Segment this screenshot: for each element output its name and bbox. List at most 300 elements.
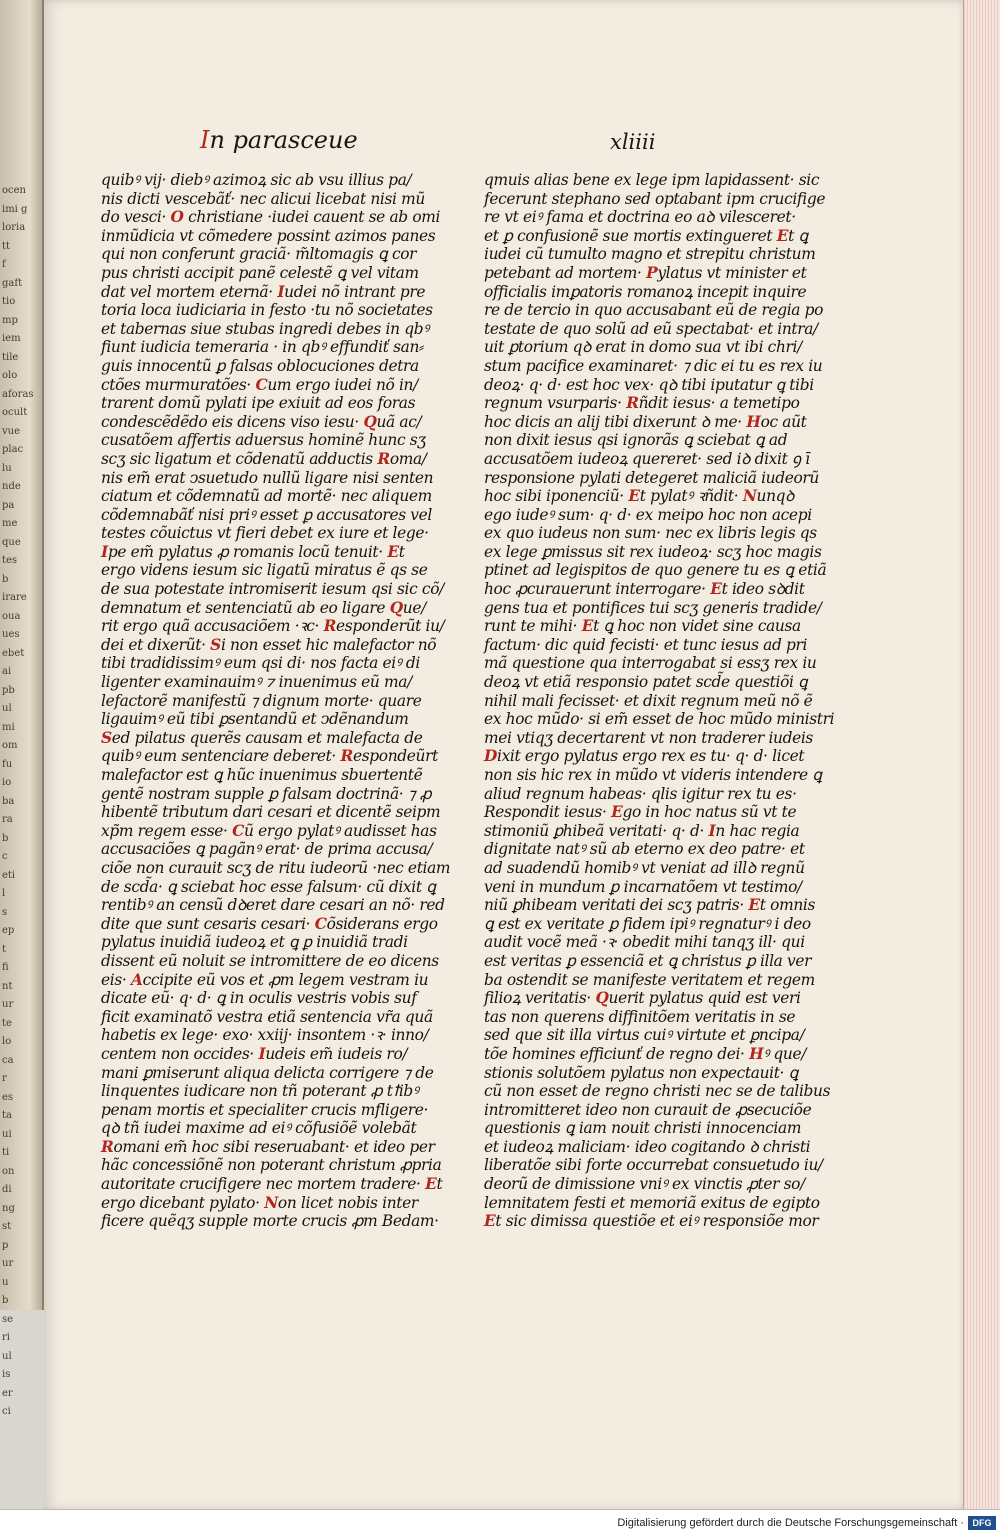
facing-page-fragment: ng (2, 1202, 15, 1214)
text-line (484, 933, 836, 952)
facing-page-fragment: ai (2, 666, 12, 677)
text-segment: t omnis (759, 896, 816, 915)
text-segment: iudei cũ tumulto magno et strepitu christum (484, 245, 816, 264)
text-segment: dicate eũ· q· d· ꝗ in oculis vestris vobis suf (101, 989, 417, 1008)
rubricated-initial: Q (595, 989, 609, 1008)
text-segment: mei vtiqʒ decertarent vt non traderer iudeis (484, 728, 813, 747)
text-segment: regnum vsurparis· (484, 394, 627, 413)
text-line (484, 580, 836, 599)
rubricated-initial: R (377, 449, 390, 468)
text-line (101, 896, 446, 915)
facing-page-fragment: imi g (2, 203, 28, 215)
text-segment: dat vel mortem eternã· (101, 282, 278, 301)
text-line (484, 1175, 836, 1194)
text-segment: go in hoc natus sũ vt te (622, 803, 797, 822)
text-line (484, 989, 836, 1008)
text-segment: hoc sibi iponenciũ· (484, 487, 629, 506)
text-segment: uã ac/ (376, 412, 422, 431)
text-line (484, 1101, 836, 1120)
text-segment: t ꝗ hoc non videt sine causa (593, 617, 801, 636)
text-line (484, 357, 836, 376)
text-segment: trarent domũ pylati ipe exiuit ad eos foras (101, 394, 416, 413)
text-line (101, 636, 446, 655)
text-line (101, 673, 446, 692)
rubricated-initial: Q (389, 598, 403, 617)
text-segment: ex quo iudeus non sum· nec ex libris legis qs (484, 524, 817, 543)
text-line (101, 338, 446, 357)
text-segment: factum· dic quid fecisti· et tunc iesus ad pri (484, 635, 808, 654)
text-segment: mã questione qua interrogabat si essʒ rex iu (484, 654, 817, 673)
facing-page-edge (0, 0, 44, 1417)
text-segment: hãc concessiõnẽ non poterant christum ꝓpria (101, 1156, 442, 1175)
facing-page-fragment: irare (2, 592, 27, 603)
text-segment: condescẽdẽdo eis dicens viso iesu· (101, 412, 364, 431)
running-title-initial: I (200, 126, 210, 154)
text-segment: testate de quo solũ ad eũ spectabat· et intra/ (484, 319, 818, 338)
rubricated-initial: E (710, 580, 722, 599)
text-line (484, 654, 836, 673)
text-line (101, 1101, 446, 1120)
text-line (101, 785, 446, 804)
facing-page-fragment: di (2, 1184, 12, 1195)
text-line (484, 524, 836, 543)
text-segment: ñdit iesus· a temetipo (638, 394, 800, 413)
text-line (484, 227, 836, 246)
text-line (484, 543, 836, 562)
text-line (101, 971, 446, 990)
text-segment: demnatum et sentenciatũ ab eo ligare (101, 598, 390, 617)
facing-page-fragment: ur (2, 999, 14, 1010)
text-segment: udei nõ intrant pre (284, 282, 426, 301)
facing-page-fragment: fu (2, 758, 13, 770)
text-segment: testes cõuictus vt fieri debet ex iure et lege· (101, 524, 429, 543)
text-segment: qꝺ tñ iudei maxime ad eiꝰ cõfusiõẽ volebãt (101, 1119, 417, 1138)
text-segment: stimoniũ ꝑhibeã veritati· q· d· (484, 821, 709, 840)
facing-page-fragment: plac (2, 444, 24, 455)
facing-page-fragment: b (2, 832, 9, 844)
text-line (484, 506, 836, 525)
text-line (484, 469, 836, 488)
rubricated-initial: E (425, 1175, 437, 1194)
text-column-left (101, 171, 451, 1231)
text-segment: ctões murmuratões· (101, 375, 256, 394)
text-line (484, 450, 836, 469)
text-segment: xp̃m regem esse· (101, 821, 233, 840)
text-line (101, 264, 446, 283)
facing-page-fragment: c (2, 851, 8, 862)
facing-page-fragment: s (2, 906, 8, 918)
text-line (101, 989, 446, 1008)
text-segment: on licet nobis inter (277, 1193, 418, 1212)
facing-page-fragment: tt (2, 240, 11, 252)
facing-page-fragment: u (2, 1276, 9, 1288)
facing-page-fragment: se (2, 1313, 14, 1325)
text-segment: ylatus vt minister et (657, 263, 807, 282)
text-line (484, 617, 836, 636)
text-segment: autoritate crucifigere nec mortem tradere· (101, 1175, 426, 1194)
text-line (101, 506, 446, 525)
text-line (101, 227, 446, 246)
facing-page-fragment: ul (2, 1350, 12, 1362)
text-segment: ed pilatus querẽs causam et malefacta de (111, 728, 423, 747)
text-segment: tas non querens diffinitõem veritatis in se (484, 1007, 796, 1026)
rubricated-initial: E (611, 803, 623, 822)
text-line (101, 617, 446, 636)
rubricated-initial: E (484, 1212, 496, 1231)
text-segment: questionis ꝗ iam nouit christi innocenciam (484, 1119, 802, 1138)
running-title (200, 126, 358, 154)
rubricated-initial: S (101, 728, 112, 747)
text-line (101, 729, 446, 748)
facing-page-fragment: nde (2, 481, 21, 492)
facing-page-fragment: loria (2, 222, 26, 233)
text-segment: ue/ (402, 598, 426, 617)
rubricated-initial: Q (363, 412, 377, 431)
text-line (101, 561, 446, 580)
text-segment: i non esset hic malefactor nõ (220, 635, 437, 654)
rubricated-initial: E (628, 487, 640, 506)
text-segment: qui non conferunt graciã· m̃ltomagis ꝗ cor (101, 245, 417, 264)
text-segment: centem non occides· (101, 1044, 259, 1063)
text-segment: dissent eũ noluit se intromittere de eo dicens (101, 951, 439, 970)
text-segment: intromitteret ideo non curauit de ꝓsecuciõe (484, 1100, 812, 1119)
text-segment: dei et dixerũt· (101, 635, 211, 654)
text-line (101, 747, 446, 766)
text-segment: hoc dicis an alij tibi dixerunt ꝺ me· (484, 412, 747, 431)
text-line (101, 1119, 446, 1138)
text-segment: inmũdicia vt cõmedere possint azimos panes (101, 226, 436, 245)
facing-page-fragment: nt (2, 980, 13, 992)
text-segment: et ꝑ confusionẽ sue mortis extingueret (484, 226, 777, 245)
text-line (101, 710, 446, 729)
text-line (484, 338, 836, 357)
text-line (484, 1064, 836, 1083)
text-line (101, 245, 446, 264)
facing-page-fragment: ci (2, 1406, 11, 1417)
text-line (484, 171, 836, 190)
text-segment: unqꝺ (756, 487, 795, 506)
facing-page-fragment: aforas (2, 388, 34, 400)
dfg-logo-icon: DFG (968, 1516, 996, 1530)
text-line (484, 747, 836, 766)
text-line (484, 915, 836, 934)
text-segment: ꝗ est ex veritate ꝑ fidem ipiꝰ regnaturꝰ i deo (484, 914, 811, 933)
facing-page-fragment: tile (2, 351, 19, 363)
rubricated-initial: E (748, 896, 760, 915)
facing-page-fragment: gaft (2, 277, 23, 289)
text-column-right (484, 171, 836, 1231)
rubricated-initial: R (626, 394, 639, 413)
text-line (101, 1008, 446, 1027)
facing-page-fragment: ur (2, 1258, 14, 1269)
rubricated-initial: C (232, 821, 245, 840)
text-segment: petebant ad mortem· (484, 263, 647, 282)
text-segment: hoc ꝓcurauerunt interrogare· (484, 580, 711, 599)
text-segment: gens tua et pontifices tui scʒ generis tradide/ (484, 598, 822, 617)
facing-page-fragment: te (2, 1017, 12, 1029)
facing-page-fragment: is (2, 1369, 11, 1380)
rubricated-initial: R (323, 617, 337, 636)
text-line (101, 840, 446, 859)
facing-page-fragment: f (2, 259, 6, 270)
text-line (101, 487, 446, 506)
text-segment: fecerunt stephano sed optabant ipm crucifige (484, 189, 826, 208)
rubricated-initial: I (277, 282, 285, 301)
text-line (101, 1138, 446, 1157)
text-segment: veni in mundum ꝑ incarnatõem vt testimo/ (484, 877, 802, 896)
text-line (484, 245, 836, 264)
text-line (101, 1045, 446, 1064)
rubricated-initial: H (749, 1044, 764, 1063)
text-line (484, 971, 836, 990)
text-segment: t pylatꝰ ꝛñdit· (639, 487, 743, 506)
text-segment: stum pacifice examinaret· ⁊ dic ei tu es rex iu (484, 356, 823, 375)
text-segment: ligenter examinauimꝰ ⁊ inuenimus eũ ma/ (101, 673, 412, 692)
text-line (484, 710, 836, 729)
facing-page-fragment: ra (2, 814, 13, 825)
facing-page-fragment: ocult (2, 407, 28, 418)
text-segment: est veritas ꝑ essenciã et ꝗ christus ꝑ illa ver (484, 951, 812, 970)
text-line (101, 878, 446, 897)
text-line (484, 561, 836, 580)
facing-page-fragment: om (2, 740, 18, 751)
facing-page-text (2, 182, 34, 1422)
text-line (484, 1138, 836, 1157)
text-segment: liberatõe sibi forte occurrebat consuetudo iu/ (484, 1156, 823, 1175)
text-line (101, 1175, 446, 1194)
text-line (484, 1045, 836, 1064)
facing-page-fragment: es (2, 1091, 14, 1103)
text-line (484, 431, 836, 450)
text-segment: hibentẽ tributum dari cesari et dicentẽ seipm (101, 803, 441, 822)
text-line (484, 1082, 836, 1101)
text-segment: officialis imꝑatoris romanoꝝ incepit inquire (484, 282, 807, 301)
facing-page-fragment: lu (2, 462, 12, 474)
text-segment: fiunt iudicia temeraria · in qbꝰ effundiť san⸗ (101, 338, 424, 357)
facing-page-fragment: ocen (2, 185, 26, 196)
text-segment: rit ergo quã accusaciõem ·ꝛc· (101, 617, 324, 636)
facing-page-fragment: que (2, 536, 21, 548)
facing-page-fragment: ues (2, 629, 20, 640)
facing-page-fragment: on (2, 1165, 15, 1177)
text-segment: uerit pylatus quid est veri (608, 989, 801, 1008)
text-line (101, 580, 446, 599)
rubricated-initial: N (742, 487, 757, 506)
text-segment: tõe homines efficiunť de regno dei· (484, 1044, 750, 1063)
text-segment: um ergo iudei nõ in/ (267, 375, 418, 394)
facing-page-fragment: ta (2, 1110, 12, 1121)
running-title-text: n parasceue (209, 126, 358, 154)
facing-page-fragment: lo (2, 1036, 12, 1047)
text-segment: lefactorẽ manifestũ ⁊ dignum morte· quare (101, 691, 422, 710)
text-line (484, 785, 836, 804)
facing-page-fragment: io (2, 777, 12, 788)
text-line (101, 1082, 446, 1101)
facing-page-fragment: olo (2, 370, 18, 381)
text-line (484, 190, 836, 209)
digitization-footer (0, 1509, 1000, 1534)
text-line (484, 320, 836, 339)
text-segment: quibꝰ vij· diebꝰ azimoꝝ sic ab vsu illius pa/ (101, 171, 412, 189)
rubricated-initial: I (708, 821, 716, 840)
text-line (101, 376, 446, 395)
text-segment: Bedam· (381, 1212, 439, 1231)
rubricated-initial: H (746, 412, 761, 431)
text-segment: filioꝝ veritatis· (484, 989, 596, 1008)
text-line (101, 766, 446, 785)
text-segment: n hac regia (715, 821, 800, 840)
facing-page-fragment: er (2, 1387, 13, 1399)
text-line (101, 933, 446, 952)
text-segment: de scd̃a· ꝗ sciebat hoc esse falsum· cũ dixit ꝗ (101, 877, 436, 896)
rubricated-initial: E (776, 226, 789, 245)
text-line (101, 599, 446, 618)
rubricated-initial: I (258, 1044, 266, 1063)
text-segment: accusatõem iudeoꝝ quereret· sed iꝺ dixit ꝯ ī (484, 449, 810, 468)
text-segment: nihil mali fecisset· et dixit regnum meũ nõ ẽ (484, 691, 813, 710)
text-segment: ptinet ad legispitos de quo genere tu es ꝗ etiã (484, 561, 827, 580)
rubricated-initial: C (255, 375, 268, 394)
text-segment: esponderũt iu/ (336, 617, 445, 636)
facing-page-fragment: ebet (2, 647, 25, 659)
text-segment: tibi tradidissimꝰ eum qsi di· nos facta eiꝰ di (101, 654, 420, 673)
text-segment: cũ non esset de regno christi nec se de talibus (484, 1082, 831, 1101)
rubricated-initial: R (101, 1137, 114, 1156)
text-line (484, 487, 836, 506)
text-segment: deorũ de dimissione vniꝰ ex vinctis ꝓter so/ (484, 1175, 805, 1194)
facing-page-fragment: p (2, 1239, 9, 1251)
facing-page-fragment: mp (2, 314, 18, 326)
text-line (101, 1194, 446, 1213)
facing-page-fragment: ri (2, 1332, 10, 1343)
text-segment: audit vocẽ meã ·ꝛ· obedit mihi tanqʒ ill· qui (484, 933, 805, 952)
facing-page-fragment: b (2, 1295, 9, 1306)
text-line (484, 1156, 836, 1175)
text-segment: eis· (101, 970, 131, 989)
page-fore-edge (963, 0, 1000, 1510)
text-segment: re de tercio in quo accusabant eũ de regia po (484, 301, 824, 320)
facing-page-fragment: oua (2, 610, 21, 622)
facing-page-fragment: mi (2, 721, 15, 733)
text-line (101, 413, 446, 432)
text-segment: runt te mihi· (484, 617, 582, 636)
facing-page-fragment: b (2, 573, 9, 585)
rubricated-initial: R (340, 747, 353, 766)
facing-page-fragment: ep (2, 925, 15, 936)
text-segment: de sua potestate intromiserit iesum qsi sic cõ/ (101, 580, 444, 599)
text-line (101, 952, 446, 971)
text-line (101, 803, 446, 822)
rubricated-initial: E (387, 542, 399, 561)
rubricated-initial: N (264, 1193, 278, 1212)
text-line (484, 673, 836, 692)
text-segment: aliud regnum habeas· qlis igitur rex tu es· (484, 784, 797, 803)
text-segment: responsione pylati detegeret maliciã iudeorũ (484, 468, 819, 487)
rubricated-initial: A (130, 970, 143, 989)
text-line (101, 357, 446, 376)
text-segment: cõdemnabãť nisi priꝰ esset ꝑ accusatores vel (101, 505, 432, 524)
text-segment: ego iudeꝰ sum· q· d· ex meipo hoc non acepi (484, 505, 812, 524)
facing-page-fragment: l (2, 888, 6, 899)
text-segment: ficit examinatõ vestra etiã sentencia vr̃a quã (101, 1007, 433, 1026)
text-segment: t (398, 542, 405, 561)
text-segment: ad suadendũ homibꝰ vt veniat ad illꝺ regnũ (484, 858, 805, 877)
text-line (101, 301, 446, 320)
text-line (484, 413, 836, 432)
text-line (101, 171, 446, 190)
text-line (101, 858, 451, 878)
text-segment: ligauimꝰ eũ tibi ꝑsentandũ et ↄdẽnandum (101, 710, 409, 729)
text-segment: rentibꝰ an censũ dꝺeret dare cesari an nõ· red (101, 896, 445, 915)
text-segment: et tabernas siue stubas ingredi debes in qbꝰ (101, 319, 429, 338)
text-line (101, 654, 446, 673)
text-segment: re vt eiꝰ fama et doctrina eo aꝺ vilesceret· (484, 208, 796, 227)
text-segment: quibꝰ eum sentenciare deberet· (101, 747, 341, 766)
text-segment: oc aũt (760, 412, 807, 431)
text-line (484, 636, 836, 655)
text-line (484, 599, 836, 618)
text-line (484, 859, 836, 878)
folio-number: xliiii (610, 130, 656, 154)
text-line (484, 264, 836, 283)
text-segment: omani em̃ hoc sibi reseruabant· et ideo per (113, 1137, 435, 1156)
text-line (484, 896, 836, 915)
text-segment: ũ ergo pylatꝰ audisset has (244, 821, 437, 840)
text-segment: sed que sit illa virtus cuiꝰ virtute et ꝑncipa/ (484, 1026, 805, 1045)
text-segment: ergo dicebant pylato· (101, 1193, 265, 1212)
text-segment: Respondit iesus· (484, 803, 612, 822)
facing-page-fragment: tes (2, 555, 18, 566)
text-segment: t sic dimissa questiõe et eiꝰ responsiõe mor (495, 1212, 819, 1231)
text-segment: scʒ sic ligatum et cõdenatũ adductis (101, 449, 378, 468)
facing-page-fragment: me (2, 518, 18, 529)
text-line (484, 1008, 836, 1027)
text-segment: pe em̃ pylatus ꝓ romanis locũ tenuit· (107, 542, 388, 561)
facing-page-fragment: tio (2, 296, 16, 307)
facing-page-fragment: pa (2, 499, 15, 511)
text-line (484, 301, 836, 320)
text-line (101, 915, 446, 934)
text-segment: espondeũrt (352, 747, 438, 766)
text-segment: qmuis alias bene ex lege ipm lapidassent· sic (484, 171, 820, 189)
text-line (484, 822, 836, 841)
text-segment: õsiderans ergo (326, 914, 438, 933)
text-segment: ciatum et cõdemnatũ ad mortẽ· nec aliquem (101, 487, 432, 506)
text-segment: pus christi accipit panẽ celestẽ ꝗ vel vitam (101, 263, 419, 282)
rubricated-initial: S (210, 635, 221, 654)
text-line (101, 1064, 446, 1083)
text-line (101, 524, 446, 543)
text-segment: t ideo sꝺdit (721, 580, 805, 599)
facing-page-fragment: fi (2, 962, 9, 973)
text-line (484, 952, 836, 971)
text-line (101, 283, 446, 302)
text-line (101, 469, 446, 488)
facing-page-fragment: t (2, 943, 7, 955)
text-segment: linquentes iudicare non tñ poterant ꝓ tꝉibꝰ (101, 1082, 419, 1101)
facing-page-fragment: ul (2, 703, 12, 714)
text-line (484, 283, 836, 302)
text-segment: t ꝗ (788, 226, 808, 245)
facing-page-fragment: iem (2, 333, 21, 344)
text-segment: dite que sunt cesaris cesari· (101, 914, 315, 933)
text-segment: ficere quẽqʒ supple morte crucis ꝓm (101, 1212, 382, 1231)
rubricated-initial: D (484, 747, 497, 766)
text-segment: stionis solutõem pylatus non expectauit· ꝗ (484, 1063, 799, 1082)
text-segment: udeis em̃ iudeis ro/ (265, 1044, 408, 1063)
text-segment: do vesci· (101, 208, 171, 227)
text-line (484, 803, 836, 822)
